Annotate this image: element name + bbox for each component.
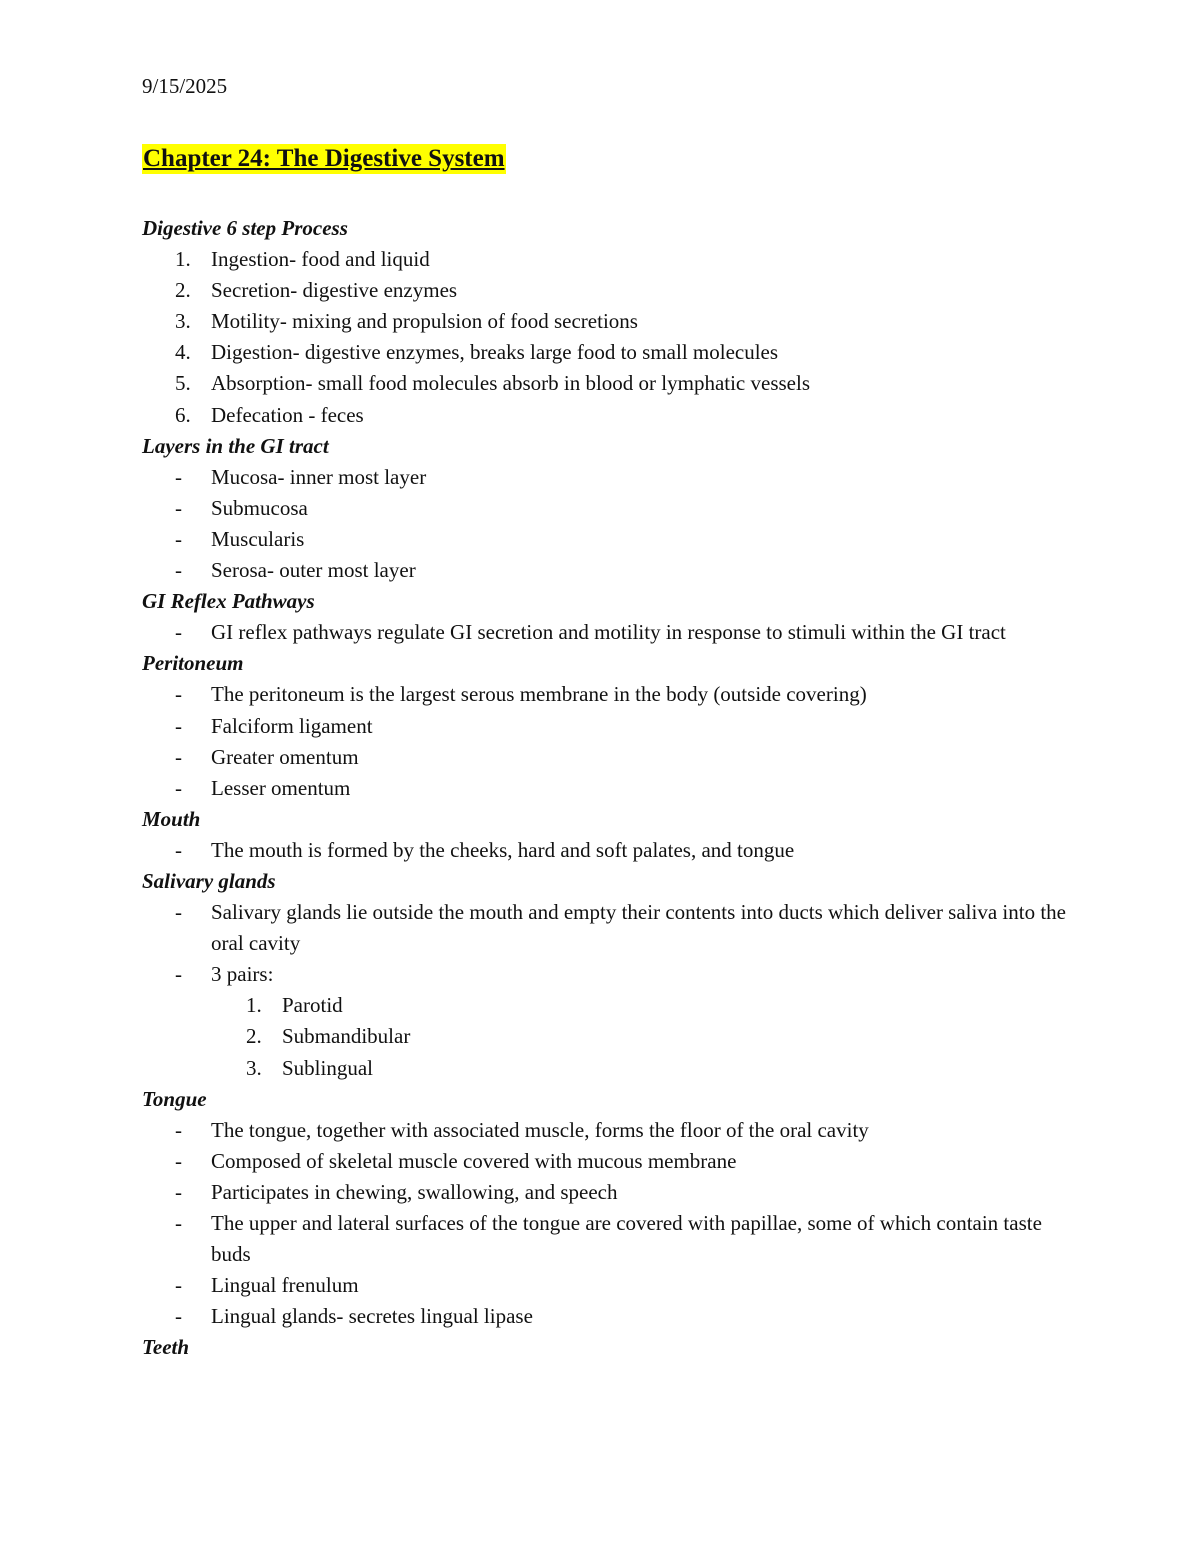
list-item bbox=[142, 275, 1072, 306]
list-item-text: Lingual glands- secretes lingual lipase bbox=[211, 1304, 533, 1329]
list-item bbox=[142, 337, 1072, 368]
list-marker: - bbox=[175, 837, 182, 862]
notes-body bbox=[142, 213, 1072, 1363]
section-heading-process: Digestive 6 step Process bbox=[142, 216, 348, 240]
sub-list-item bbox=[142, 1053, 1072, 1084]
list-marker: - bbox=[175, 495, 182, 520]
section-heading-peritoneum: Peritoneum bbox=[142, 651, 244, 676]
list-item-text: Participates in chewing, swallowing, and speech bbox=[211, 1179, 618, 1204]
list-item-text: Submandibular bbox=[282, 1024, 411, 1049]
list-item-text: Lesser omentum bbox=[211, 775, 351, 800]
list-item-text: Motility- mixing and propulsion of food secretions bbox=[211, 309, 638, 334]
list-item bbox=[142, 1115, 1072, 1146]
list-item-text: Secretion- digestive enzymes bbox=[211, 278, 458, 303]
list-item bbox=[142, 1270, 1072, 1301]
list-item-text: Submucosa bbox=[211, 495, 308, 520]
list-item-text: Sublingual bbox=[282, 1055, 374, 1080]
list-item bbox=[142, 679, 1072, 710]
list-item bbox=[142, 1177, 1072, 1208]
list-item-text: Salivary glands lie outside the mouth and empty their contents into ducts which deliver saliva into the oral cavity bbox=[211, 900, 1066, 956]
section-heading-salivary: Salivary glands bbox=[142, 868, 276, 893]
list-item bbox=[142, 711, 1072, 742]
list-item-text: The upper and lateral surfaces of the tongue are covered with papillae, some of which contain taste buds bbox=[211, 1211, 1042, 1267]
list-item bbox=[142, 835, 1072, 866]
list-item-text: 3 pairs: bbox=[211, 962, 274, 987]
list-item bbox=[142, 959, 1072, 990]
list-marker: - bbox=[175, 744, 182, 769]
list-item bbox=[142, 493, 1072, 524]
list-marker: 1. bbox=[175, 247, 191, 272]
list-item-text: Defecation - feces bbox=[211, 402, 364, 427]
page-title: Chapter 24: The Digestive System bbox=[143, 145, 505, 172]
list-item bbox=[142, 773, 1072, 804]
list-marker: - bbox=[175, 1179, 182, 1204]
list-item-text: Ingestion- food and liquid bbox=[211, 247, 430, 272]
sub-list-item bbox=[142, 990, 1072, 1021]
list-marker: - bbox=[175, 1273, 182, 1298]
list-marker: - bbox=[175, 1148, 182, 1173]
list-marker: - bbox=[175, 620, 182, 645]
list-item-text: Mucosa- inner most layer bbox=[211, 464, 427, 489]
list-item bbox=[142, 400, 1072, 431]
list-marker: - bbox=[175, 1211, 182, 1235]
section-heading-tongue: Tongue bbox=[142, 1086, 207, 1111]
list-marker: - bbox=[175, 1117, 182, 1142]
list-item bbox=[142, 555, 1072, 586]
section-heading-layers: Layers in the GI tract bbox=[142, 433, 329, 458]
list-marker: 6. bbox=[175, 402, 191, 427]
list-item-text: Absorption- small food molecules absorb in blood or lymphatic vessels bbox=[211, 371, 810, 396]
list-marker: - bbox=[175, 1304, 182, 1329]
list-marker: 1. bbox=[246, 993, 262, 1018]
date-text: 9/15/2025 bbox=[142, 74, 228, 98]
list-item bbox=[142, 462, 1072, 493]
list-marker: 2. bbox=[246, 1024, 262, 1049]
list-marker: 4. bbox=[175, 340, 191, 365]
list-item-text: Lingual frenulum bbox=[211, 1273, 359, 1298]
list-marker: 5. bbox=[175, 371, 191, 396]
list-item-text: Greater omentum bbox=[211, 744, 359, 769]
list-item bbox=[142, 244, 1072, 275]
list-item bbox=[142, 368, 1072, 399]
section-heading-teeth: Teeth bbox=[142, 1335, 190, 1360]
list-item-text: GI reflex pathways regulate GI secretion and motility in response to stimuli within the GI tract bbox=[211, 620, 1006, 645]
list-item-text: Muscularis bbox=[211, 526, 305, 551]
list-item bbox=[142, 617, 1072, 648]
section-heading-mouth: Mouth bbox=[142, 806, 201, 831]
list-item-text: The mouth is formed by the cheeks, hard and soft palates, and tongue bbox=[211, 837, 795, 862]
list-marker: - bbox=[175, 713, 182, 738]
list-item bbox=[142, 524, 1072, 555]
section-heading-reflex: GI Reflex Pathways bbox=[142, 589, 315, 614]
list-marker: 3. bbox=[246, 1055, 262, 1080]
list-marker: - bbox=[175, 775, 182, 800]
list-item-text: Falciform ligament bbox=[211, 713, 373, 738]
list-marker: - bbox=[175, 526, 182, 551]
list-item bbox=[142, 1301, 1072, 1332]
list-marker: - bbox=[175, 558, 182, 583]
list-item-text: Digestion- digestive enzymes, breaks large food to small molecules bbox=[211, 340, 779, 365]
list-item bbox=[142, 306, 1072, 337]
list-marker: 2. bbox=[175, 278, 191, 303]
list-marker: - bbox=[175, 962, 182, 987]
list-item-text: Parotid bbox=[282, 993, 343, 1018]
list-item-text: Serosa- outer most layer bbox=[211, 558, 416, 583]
list-marker: - bbox=[175, 464, 182, 489]
list-marker: - bbox=[175, 900, 182, 925]
list-item bbox=[142, 1146, 1072, 1177]
sub-list-item bbox=[142, 1021, 1072, 1052]
list-item-text: Composed of skeletal muscle covered with mucous membrane bbox=[211, 1148, 737, 1173]
list-marker: - bbox=[175, 682, 182, 707]
list-marker: 3. bbox=[175, 309, 191, 334]
list-item bbox=[142, 742, 1072, 773]
list-item-text: The peritoneum is the largest serous membrane in the body (outside covering) bbox=[211, 682, 867, 707]
list-item bbox=[142, 897, 1072, 959]
list-item-text: The tongue, together with associated muscle, forms the floor of the oral cavity bbox=[211, 1117, 869, 1142]
list-item bbox=[142, 1208, 1072, 1270]
